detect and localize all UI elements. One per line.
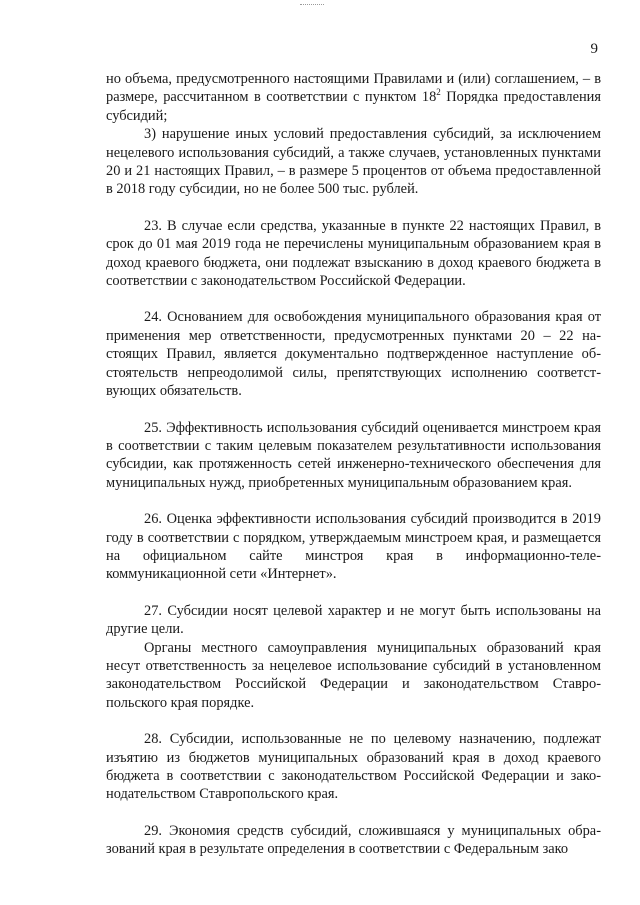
paragraph-27-responsibility: Органы местного самоуправления муниципальных образований края несут ответственность за нецелевое использование субсидий в установленном законодательством Российской Федерации и законодательством Ставропольского края порядке. <box>106 639 601 711</box>
superscript-2: 2 <box>436 87 441 98</box>
paragraph-23: 23. В случае если средства, указанные в пункте 22 настоящих Правил, в срок до 01 мая 2019 года не перечислены муниципальным образованием края в доход краевого бюджета, они подлежат взысканию в доход краевого бюджета в соответствии с законодательством Российской Федерации. <box>106 217 601 290</box>
page-number: 9 <box>590 41 598 57</box>
paragraph-continuation-text: но объема, предусмотренного настоящими Правилами и (или) соглашением, – в размере, рассчитанном в соответствии с пунктом 18 <box>106 71 601 106</box>
paragraph-continuation <box>106 70 601 125</box>
paragraph-28: 28. Субсидии, использованные не по целевому назначению, подлежат изъятию из бюджетов муниципальных образований края в доход краевого бюджета в соответствии с законодательством Российской Федерации и законодательством Ставропольского края. <box>106 731 601 803</box>
document-body <box>106 70 601 859</box>
paragraph-26: 26. Оценка эффективности использования субсидий производится в 2019 году в соответствии с порядком, утверждаемым минстроем края, и размещается на официальном сайте минстроя края в информационно-телекоммуникационной сети «Интернет». <box>106 511 601 583</box>
list-item-3: 3) нарушение иных условий предоставления субсидий, за исключением нецелевого использования субсидий, а также случаев, установленных пунктами 20 и 21 настоящих Правил, – в размере 5 процентов от объема предоставленной в 2018 году субсидии, но не более 500 тыс. рублей. <box>106 126 601 198</box>
paragraph-24: 24. Основанием для освобождения муниципального образования края от применения мер ответственности, предусмотренных пунктами 20 – 22 настоящих Правил, является документально подтвержденное наступление обстоятельств непреодолимой силы, препятствующих исполнению соответствующих обязательств. <box>106 309 601 400</box>
paragraph-25: 25. Эффективность использования субсидий оценивается минстроем края в соответствии с таким целевым показателем результативности использования субсидии, как протяженность сетей инженерно-технического обеспечения для муниципальных нужд, приобретенных муниципальным образованием края. <box>106 419 601 491</box>
paragraph-continuation-tail: Порядка предоставления субсидий; <box>106 89 601 124</box>
header-mark <box>300 0 324 5</box>
paragraph-27: 27. Субсидии носят целевой характер и не могут быть использованы на другие цели. <box>106 602 601 638</box>
paragraph-29: 29. Экономия средств субсидий, сложившаяся у муниципальных образований края в результате определения в соответствии с Федеральным зако <box>106 822 601 858</box>
